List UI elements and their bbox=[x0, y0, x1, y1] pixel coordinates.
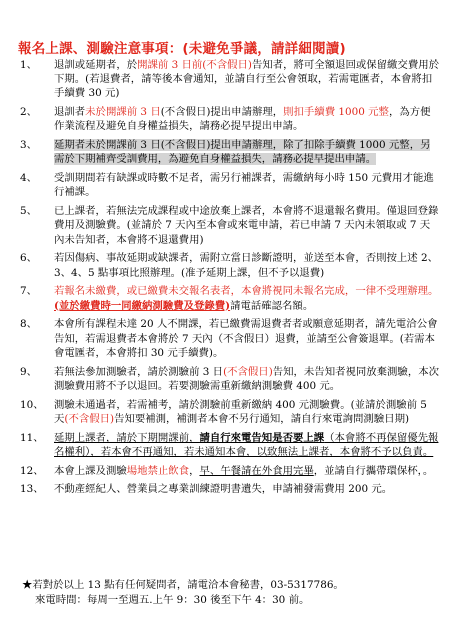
item-number: 10、 bbox=[20, 398, 44, 411]
notice-item bbox=[20, 464, 440, 478]
item-number: 5、 bbox=[20, 205, 38, 218]
item-number: 6、 bbox=[20, 252, 38, 265]
notice-item bbox=[20, 204, 440, 247]
notice-item bbox=[20, 398, 440, 426]
item-text-segment: (並於繳費時一同繳納測驗費及登錄費) bbox=[54, 299, 231, 312]
item-text-segment: （本會將不再保留優先報名權利），若本會不再通知，若未通知本會，以致無法上課者，本會將不予以負責。 bbox=[54, 431, 439, 458]
item-text bbox=[54, 59, 439, 99]
item-number: 7、 bbox=[20, 285, 38, 298]
item-text-segment: 已上課者，若無法完成課程或中途放棄上課者，本會將不退還報名費用。僅退回登錄費用及測驗費。(並請於 7 天內至本會或來電申請，若已申請 7 天內未領取或 7 天內未告知者，本會將不退還費用) bbox=[54, 205, 439, 246]
item-text-segment: 若因傷病、事故延期或缺課者，需附立當日診斷證明，並送至本會，否則按上述 2、3、4、5 點事項比照辦理。(准予延期上課，但不予以退費) bbox=[54, 252, 438, 279]
item-text-segment: 延期上課者，請於下期開課前， bbox=[54, 431, 200, 444]
item-text bbox=[54, 252, 438, 278]
item-text-segment: 若報名未繳費，或已繳費未交報名表者，本會將視同未報名完成，一律不受理辦理。 bbox=[54, 285, 439, 298]
item-text bbox=[54, 366, 439, 392]
item-number: 11、 bbox=[20, 431, 44, 444]
item-text bbox=[54, 172, 434, 198]
notice-item bbox=[20, 317, 440, 360]
notice-list bbox=[20, 58, 440, 501]
item-text bbox=[54, 106, 431, 132]
item-text-segment: (不含假日) bbox=[223, 365, 273, 378]
item-number: 8、 bbox=[20, 318, 38, 331]
item-text-segment: 告知者，將可全額退回或保留繳交費用於下期。(若退費者，請等後本會通知，並請自行至公會領取，若需電匯者，本會將扣手續費 30 元) bbox=[54, 59, 439, 100]
notice-item bbox=[20, 365, 440, 393]
item-text-segment: ，並請自行攜帶環保杯，。 bbox=[313, 464, 434, 477]
item-number: 12、 bbox=[20, 464, 44, 477]
contact-hours: 來電時間：每周一至週五.上午 9：30 後至下午 4：30 前。 bbox=[35, 594, 310, 606]
item-number: 4、 bbox=[20, 172, 38, 185]
item-text-segment: 延期者未於開課前 3 日(不含假日)提出申請辦理，除了扣除手續費 1000 元整，另需於下期補齊受訓費用，為避免自身權益損失，請務必提早提出申請。 bbox=[54, 139, 431, 166]
item-text-segment: 受訓期間若有缺課或時數不足者，需另行補課者，需繳納每小時 150 元費用才能進行補課。 bbox=[54, 172, 434, 199]
item-text-segment: 退訓或延期者，於 bbox=[54, 59, 138, 71]
item-text-segment: 場地禁止飲食 bbox=[126, 464, 190, 477]
notice-item bbox=[20, 251, 440, 279]
item-text-segment: ， bbox=[189, 464, 200, 477]
item-text-segment: 測驗未通過者，若需補考，請於測驗前重新繳納 400 元測驗費。(並請於測驗前 5 天 bbox=[54, 398, 427, 425]
item-text-segment: 若無法參加測驗者，請於測驗前 3 日 bbox=[54, 365, 224, 378]
notice-item bbox=[20, 138, 440, 166]
notice-item bbox=[20, 482, 440, 496]
notice-item bbox=[20, 284, 440, 312]
item-number: 2、 bbox=[20, 106, 38, 119]
item-text bbox=[54, 318, 438, 358]
item-text-segment: (不含假日)提出申請辦理， bbox=[160, 106, 284, 119]
item-text-segment: 請自行來電告知是否要上課 bbox=[199, 431, 325, 444]
item-number: 3、 bbox=[20, 139, 38, 152]
item-text-segment: 不動產經紀人、營業員之專業訓練證明書遺失，申請補發需費用 200 元。 bbox=[54, 483, 393, 496]
item-text-segment: 則扣手續費 1000 元整 bbox=[283, 106, 389, 119]
item-text bbox=[54, 483, 392, 495]
item-text-segment: 告知，未告知者視同放棄測驗，本次測驗費用將不予以退回。若要測驗需重新繳納測驗費 400 元。 bbox=[54, 365, 439, 392]
item-text-segment: ，為方便作業流程及避免自身權益損失，請務必提早提出申請。 bbox=[54, 106, 431, 133]
item-text bbox=[54, 465, 433, 477]
item-text bbox=[54, 205, 438, 245]
notice-item bbox=[20, 431, 440, 459]
item-text-segment: 本會所有課程未達 20 人不開課，若已繳費需退費者者或願意延期者，請先電洽公會告知，若需退費者本會將於 7 天內（不含假日）退費，並請至公會簽退單。(若需本會電匯者，本會將扣 30 元手續費)。 bbox=[54, 318, 438, 359]
item-text-segment: 未於開課前 3 日 bbox=[85, 106, 161, 119]
item-number: 13、 bbox=[20, 483, 44, 496]
contact-footer bbox=[22, 578, 442, 608]
contact-line: ★若對於以上 13 點有任何疑問者，請電洽本會秘書，03-5317786。 bbox=[22, 579, 344, 591]
notice-item bbox=[20, 58, 440, 101]
notice-item bbox=[20, 105, 440, 133]
item-text bbox=[54, 285, 438, 311]
notice-item bbox=[20, 171, 440, 199]
item-number: 9、 bbox=[20, 365, 38, 378]
item-text bbox=[54, 139, 430, 165]
item-text-segment: 開課前 3 日前(不含假日) bbox=[137, 59, 252, 71]
item-text-segment: 早、午餐請在外食用完畢 bbox=[199, 464, 314, 477]
item-text-segment: 本會上課及測驗 bbox=[54, 464, 127, 477]
item-number: 1、 bbox=[20, 59, 38, 71]
item-text-segment: 請電話確認名額。 bbox=[230, 299, 314, 312]
item-text-segment: (不含假日) bbox=[64, 412, 115, 425]
notice-title: 報名上課、測驗注意事項：(未避免爭議，請詳細閱讀) bbox=[18, 41, 346, 57]
item-text bbox=[54, 432, 438, 458]
item-text-segment: 退訓者 bbox=[54, 106, 86, 119]
item-text-segment: 告知要補測，補測者本會不另行通知，請自行來電詢問測驗日期) bbox=[114, 412, 410, 425]
item-text bbox=[54, 399, 427, 425]
